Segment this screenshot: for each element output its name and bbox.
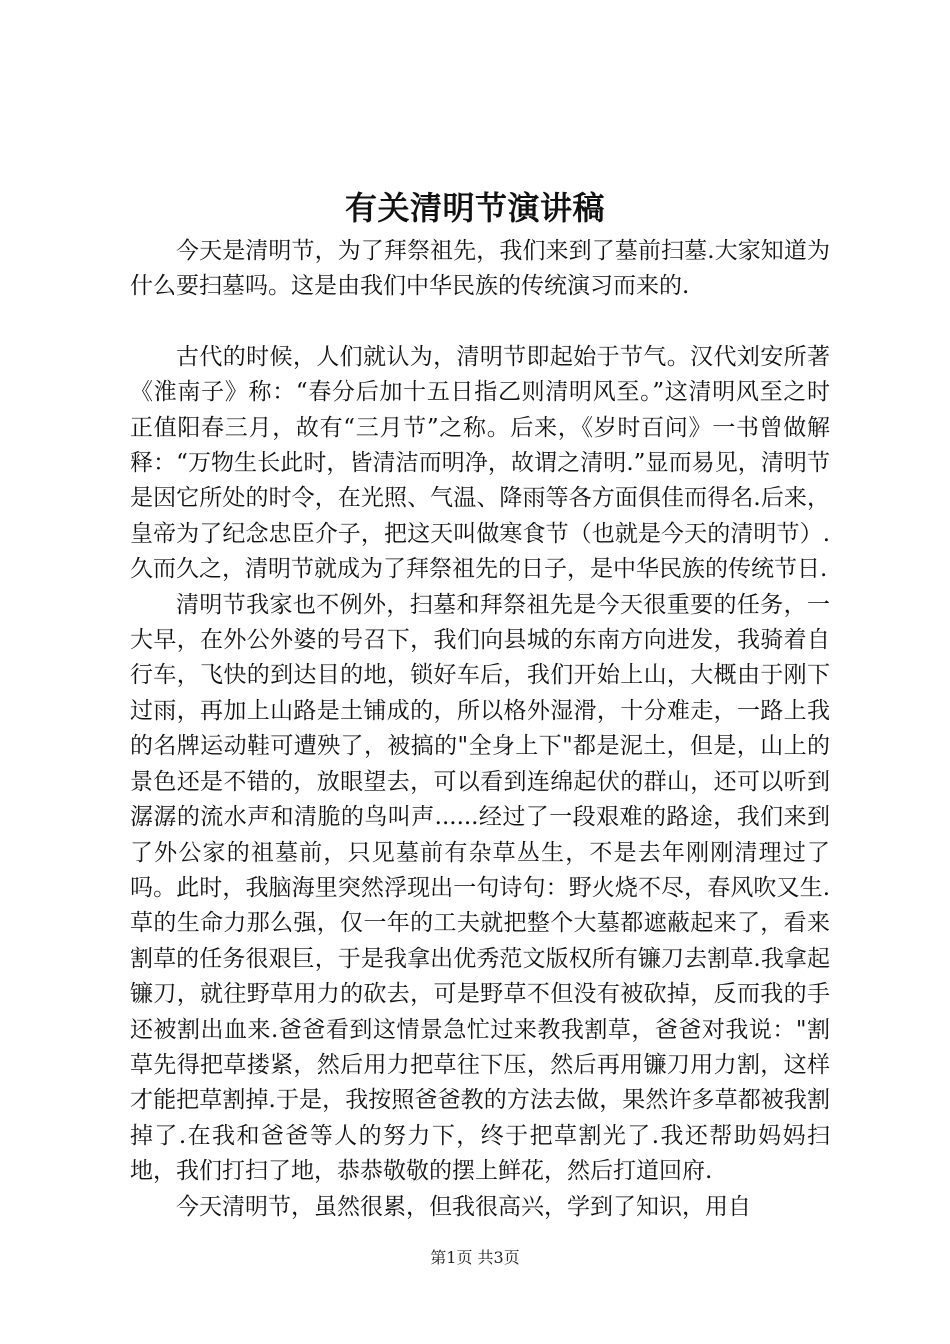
paragraph-history: 古代的时候，人们就认为，清明节即起始于节气。汉代刘安所著《淮南子》称：“春分后加十五日指乙则清明风至。”这清明风至之时正值阳春三月，故有“三月节”之称。后来，《岁时百问》一书曾做解释：“万物生长此时，皆清洁而明净，故谓之清明.”显而易见，清明节是因它所处的时令，在光照、气温、降雨等各方面俱佳而得名.后来，皇帝为了纪念忠臣介子，把这天叫做寒食节（也就是今天的清明节）.久而久之，清明节就成为了拜祭祖先的日子，是中华民族的传统节日. — [130, 343, 830, 583]
page-number-footer: 第1页 共3页 — [430, 1248, 520, 1267]
document-body — [130, 234, 830, 1225]
paragraph-conclusion: 今天清明节，虽然很累，但我很高兴，学到了知识，用自 — [176, 1193, 751, 1220]
paragraph-intro: 今天是清明节，为了拜祭祖先，我们来到了墓前扫墓.大家知道为什么要扫墓吗。这是由我们中华民族的传统演习而来的. — [130, 238, 830, 300]
document-title: 有关清明节演讲稿 — [344, 189, 605, 227]
paragraph-tomb-sweeping: 清明节我家也不例外，扫墓和拜祭祖先是今天很重要的任务，一大早，在外公外婆的号召下，我们向县城的东南方向进发，我骑着自行车，飞快的到达目的地，锁好车后，我们开始上山，大概由于刚下过雨，再加上山路是土铺成的，所以格外湿滑，十分难走，一路上我的名牌运动鞋可遭殃了，被搞的"全身上下"都是泥土，但是，山上的景色还是不错的，放眼望去，可以看到连绵起伏的群山，还可以听到潺潺的流水声和清脆的鸟叫声......经过了一段艰难的路途，我们来到了外公家的祖墓前，只见墓前有杂草丛生，不是去年刚刚清理过了吗。此时，我脑海里突然浮现出一句诗句：野火烧不尽，春风吹又生.草的生命力那么强，仅一年的工夫就把整个大墓都遮蔽起来了，看来割草的任务很艰巨，于是我拿出优秀范文版权所有镰刀去割草.我拿起镰刀，就往野草用力的砍去，可是野草不但没有被砍掉，反而我的手还被割出血来.爸爸看到这情景急忙过来教我割草，爸爸对我说："割草先得把草搂紧，然后用力把草往下压，然后再用镰刀用力割，这样才能把草割掉.于是，我按照爸爸教的方法去做，果然许多草都被我割掉了.在我和爸爸等人的努力下，终于把草割光了.我还帮助妈妈扫地，我们打扫了地，恭恭敬敬的摆上鲜花，然后打道回府. — [130, 591, 830, 1185]
